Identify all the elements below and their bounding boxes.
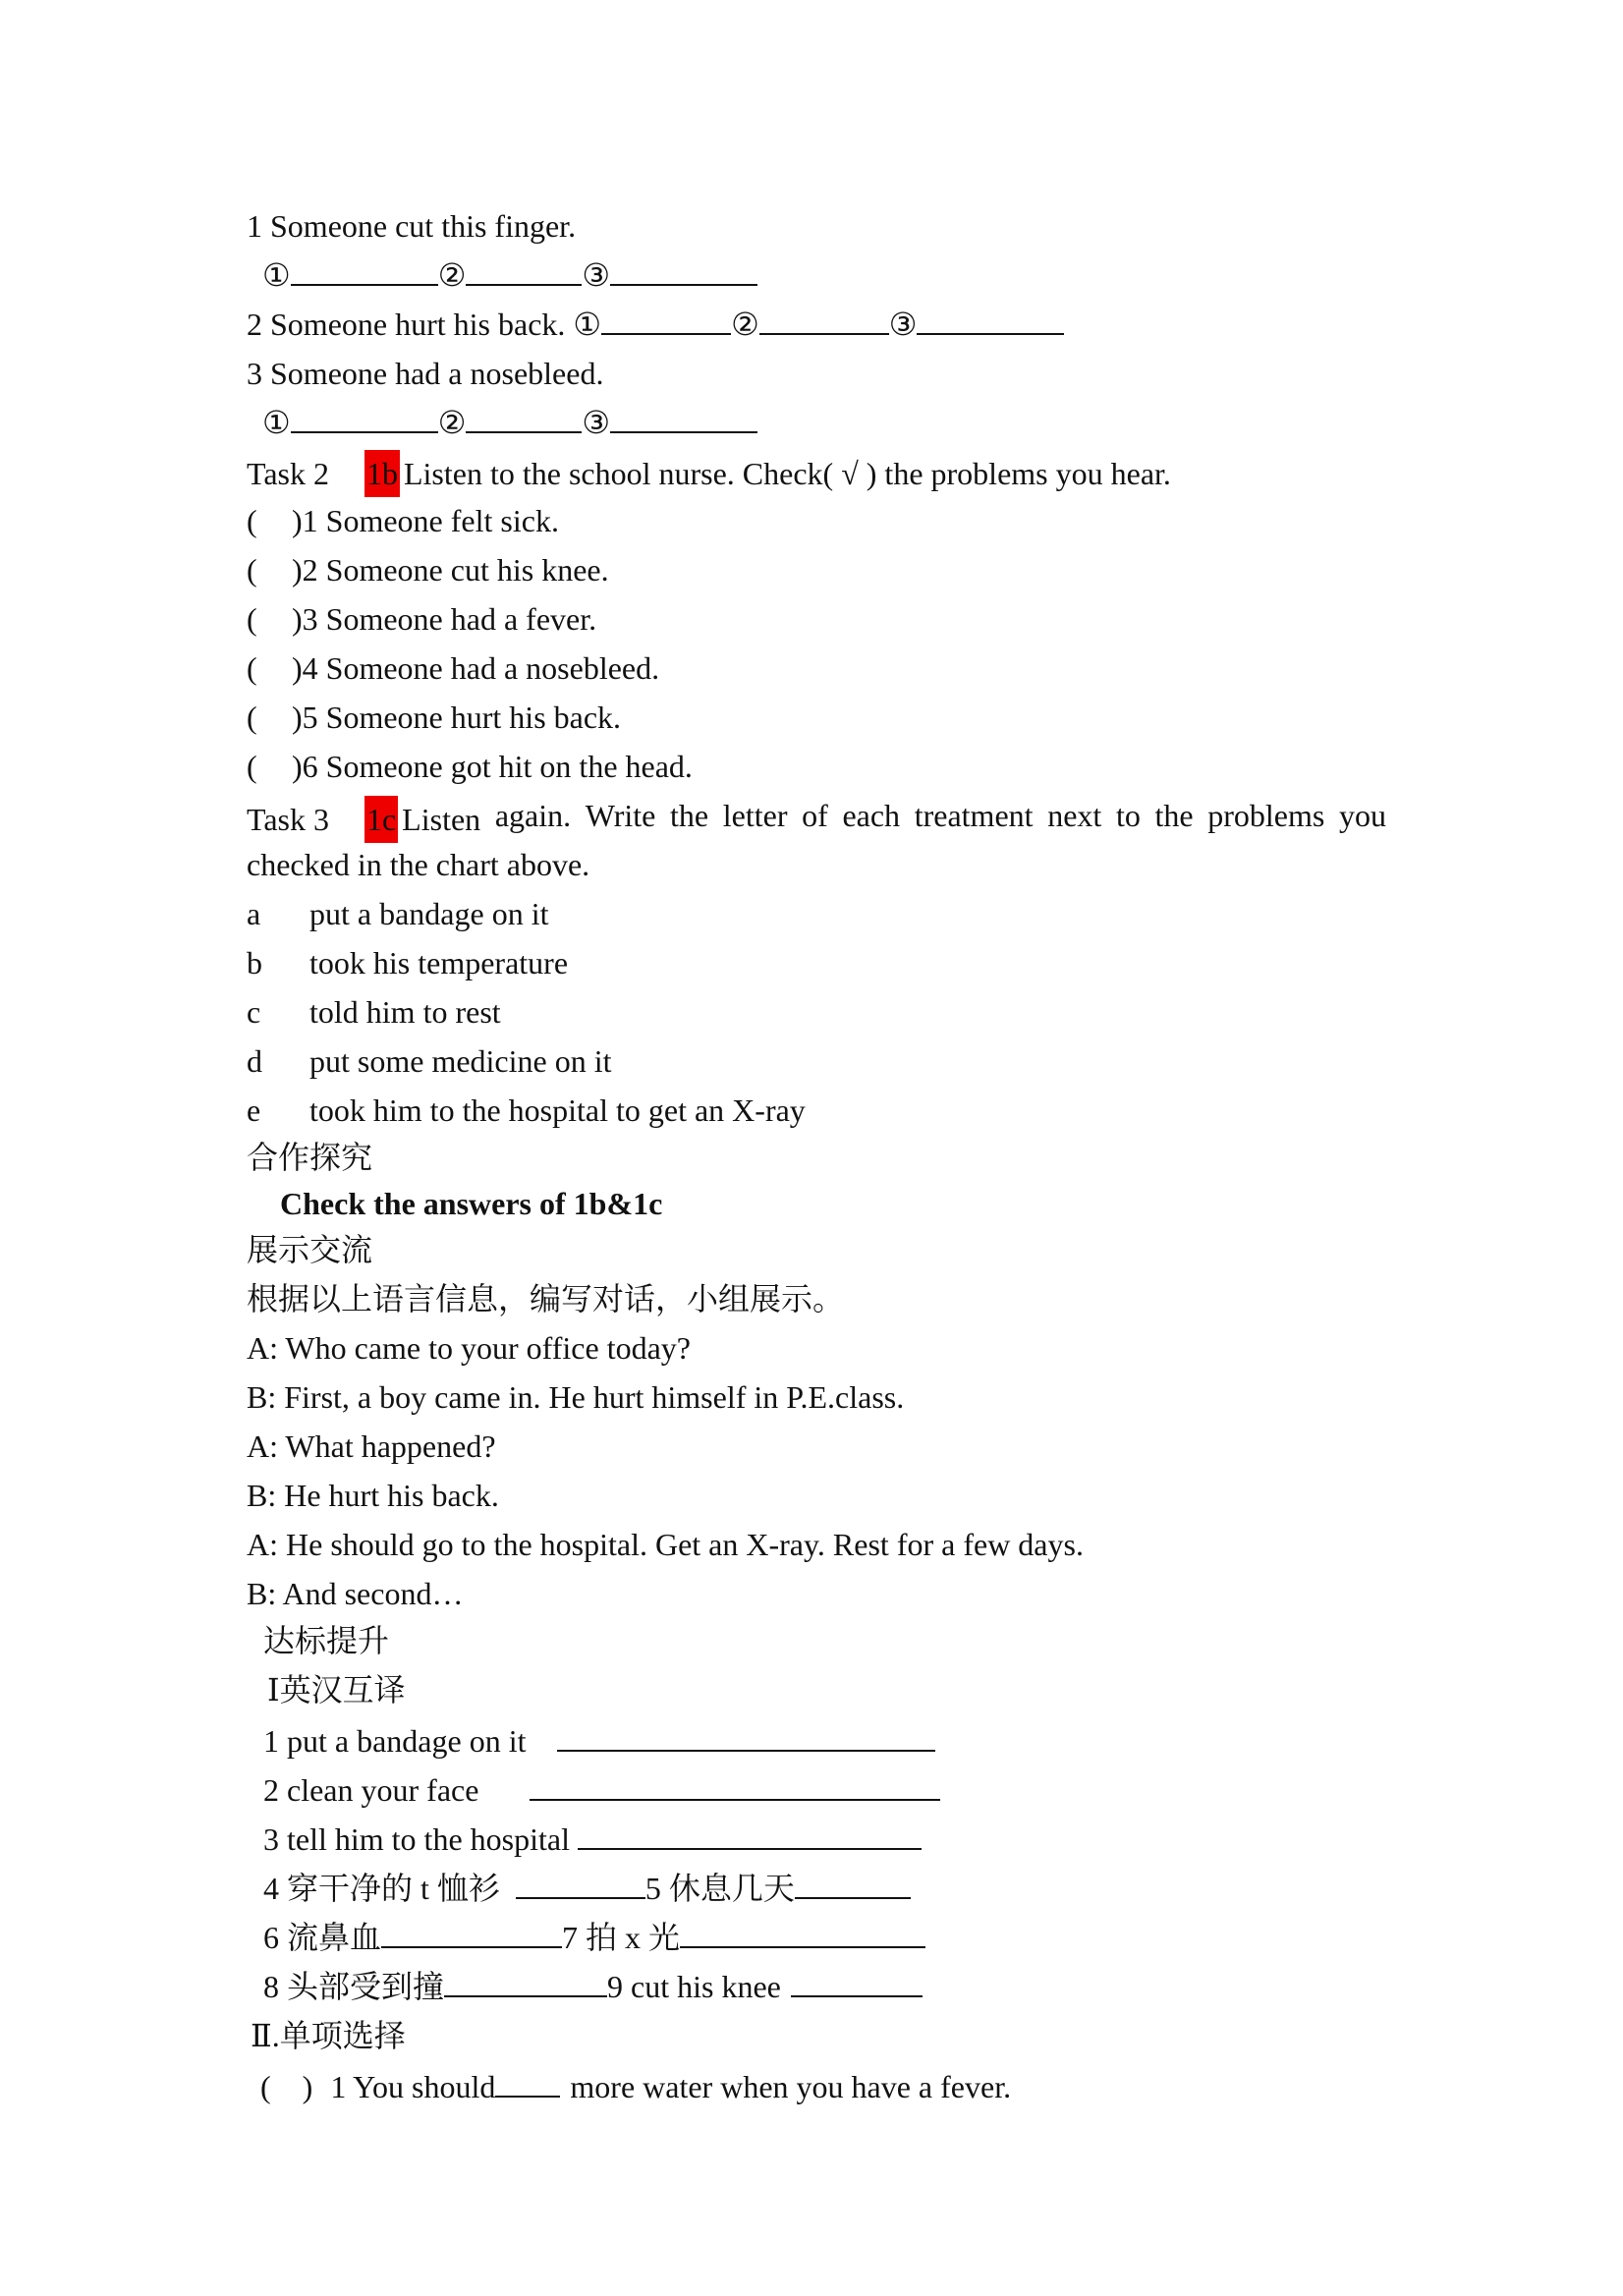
task3-word: next <box>1047 798 1102 833</box>
show-instruction: 根据以上语言信息，编写对话，小组展示。 <box>247 1281 845 1316</box>
answer-blank[interactable] <box>530 1771 940 1801</box>
treatment-option <box>247 1041 612 1081</box>
task2-item <box>247 747 693 786</box>
answer-blank[interactable] <box>557 1722 935 1752</box>
task2-item <box>247 599 596 639</box>
option-letter: c <box>247 994 261 1030</box>
answer-blank[interactable] <box>516 1870 645 1899</box>
option-text: told him to rest <box>309 994 501 1030</box>
check-answers-heading: Check the answers of 1b&1c <box>280 1186 663 1221</box>
circle-3: ③ <box>888 307 918 342</box>
q9-text: 9 cut his knee <box>607 1969 781 2004</box>
translate-q2 <box>263 1770 940 1810</box>
task2-tag: 1b <box>364 450 400 497</box>
q4-text: 4 穿干净的 t 恤衫 <box>263 1871 500 1906</box>
answer-blank[interactable] <box>759 306 889 335</box>
answer-blank[interactable] <box>917 306 1064 335</box>
task3-word: again. <box>494 798 572 833</box>
check-paren[interactable]: ( <box>247 503 257 538</box>
translate-q8-q9 <box>263 1967 923 2006</box>
task1-item-3-answers <box>262 403 757 442</box>
task2-item-text: )2 Someone cut his knee. <box>292 552 609 588</box>
task1-item-3: 3 Someone had a nosebleed. <box>247 356 604 391</box>
answer-blank[interactable] <box>795 1870 911 1899</box>
task3-word: Write <box>585 798 656 833</box>
answer-blank[interactable] <box>466 256 582 286</box>
option-text: put some medicine on it <box>309 1043 612 1079</box>
treatment-option <box>247 894 548 933</box>
part2-heading: Ⅱ.单项选择 <box>251 2018 406 2053</box>
task1-item-1-answers <box>262 255 757 295</box>
task3-word: letter <box>722 798 788 833</box>
check-paren[interactable]: ( <box>247 601 257 637</box>
section-heading-show: 展示交流 <box>247 1232 373 1267</box>
check-paren[interactable]: ( <box>247 552 257 588</box>
answer-blank[interactable] <box>495 2068 560 2098</box>
task2-header <box>247 450 1171 497</box>
check-paren[interactable]: ( <box>247 749 257 784</box>
answer-blank[interactable] <box>578 1820 922 1850</box>
task2-item <box>247 648 659 688</box>
task3-word: to <box>1115 798 1141 833</box>
mc1-post: more water when you have a fever. <box>570 2069 1012 2104</box>
task3-word: you <box>1338 798 1386 833</box>
task2-item-text: )1 Someone felt sick. <box>292 503 559 538</box>
q2-text: 2 clean your face <box>263 1772 479 1808</box>
task2-instruction: Listen to the school nurse. Check( √ ) the problems you hear. <box>403 456 1171 491</box>
circle-2: ② <box>437 257 467 293</box>
answer-blank[interactable] <box>291 256 438 286</box>
q6-text: 6 流鼻血 <box>263 1920 382 1955</box>
treatment-option <box>247 992 501 1032</box>
mc1-pre: 1 You should <box>330 2069 496 2104</box>
answer-blank[interactable] <box>610 404 757 433</box>
task3-tag: 1c <box>364 796 398 843</box>
answer-blank[interactable] <box>791 1968 923 1997</box>
treatment-option <box>247 943 568 982</box>
task2-item <box>247 550 609 589</box>
task2-item-text: )5 Someone hurt his back. <box>292 700 622 735</box>
task2-item-text: )3 Someone had a fever. <box>292 601 597 637</box>
q3-text: 3 tell him to the hospital <box>263 1821 570 1857</box>
mc-question-1 <box>260 2067 1011 2106</box>
translate-q1 <box>263 1721 935 1761</box>
answer-blank[interactable] <box>601 306 731 335</box>
dialogue-line: A: Who came to your office today? <box>247 1330 691 1366</box>
circle-1: ① <box>262 405 291 440</box>
task3-word: the <box>1154 798 1194 833</box>
section-heading-practice: 达标提升 <box>263 1623 390 1658</box>
answer-blank[interactable] <box>291 404 438 433</box>
dialogue-line: B: He hurt his back. <box>247 1478 499 1513</box>
task2-item <box>247 501 559 540</box>
answer-blank[interactable] <box>680 1919 925 1948</box>
answer-blank[interactable] <box>381 1919 562 1948</box>
task2-item <box>247 698 621 737</box>
task1-item-2-text: 2 Someone hurt his back. <box>247 307 566 342</box>
q8-text: 8 头部受到撞 <box>263 1969 445 2004</box>
answer-blank[interactable] <box>466 404 582 433</box>
task3-label-group <box>247 796 480 843</box>
circle-1: ① <box>573 307 602 342</box>
dialogue-line: B: And second… <box>247 1576 464 1611</box>
q7-text: 7 拍 x 光 <box>562 1920 681 1955</box>
circle-3: ③ <box>582 405 611 440</box>
translate-q4-q5 <box>263 1869 911 1908</box>
translate-q3 <box>263 1820 922 1859</box>
task2-item-text: )6 Someone got hit on the head. <box>292 749 693 784</box>
task1-item-2 <box>247 305 1064 344</box>
task3-word: the <box>669 798 709 833</box>
task3-word: problems <box>1207 798 1325 833</box>
q5-text: 5 休息几天 <box>644 1871 795 1906</box>
section-heading-coop: 合作探究 <box>247 1140 373 1175</box>
task2-label: Task 2 <box>247 456 329 491</box>
task3-header <box>247 796 1386 843</box>
circle-3: ③ <box>582 257 611 293</box>
circle-2: ② <box>437 405 467 440</box>
dialogue-line: A: He should go to the hospital. Get an X-ray. Rest for a few days. <box>247 1527 1084 1562</box>
option-letter: d <box>247 1043 262 1079</box>
treatment-option <box>247 1091 806 1130</box>
task3-instruction-cont: checked in the chart above. <box>247 847 590 882</box>
answer-blank[interactable] <box>444 1968 607 1997</box>
option-letter: e <box>247 1092 261 1128</box>
task3-word: each <box>842 798 901 833</box>
answer-blank[interactable] <box>610 256 757 286</box>
task1-item-1: 1 Someone cut this finger. <box>247 208 577 244</box>
circle-2: ② <box>731 307 759 342</box>
part1-heading: Ⅰ英汉互译 <box>267 1672 406 1708</box>
q1-text: 1 put a bandage on it <box>263 1723 527 1759</box>
check-paren[interactable]: ( <box>247 650 257 686</box>
option-text: took his temperature <box>309 945 569 980</box>
option-text: put a bandage on it <box>309 896 549 931</box>
translate-q6-q7 <box>263 1918 925 1957</box>
task2-item-text: )4 Someone had a nosebleed. <box>292 650 660 686</box>
dialogue-line: B: First, a boy came in. He hurt himself in P.E.class. <box>247 1379 905 1415</box>
option-text: took him to the hospital to get an X-ray <box>309 1092 806 1128</box>
option-letter: b <box>247 945 262 980</box>
mc1-paren[interactable]: ( ) <box>260 2069 313 2104</box>
task3-word: of <box>802 798 828 833</box>
task3-word: Listen <box>402 802 481 837</box>
task3-word: treatment <box>914 798 1034 833</box>
option-letter: a <box>247 896 261 931</box>
check-paren[interactable]: ( <box>247 700 257 735</box>
task3-label: Task 3 <box>247 802 329 837</box>
circle-1: ① <box>262 257 291 293</box>
dialogue-line: A: What happened? <box>247 1428 496 1464</box>
